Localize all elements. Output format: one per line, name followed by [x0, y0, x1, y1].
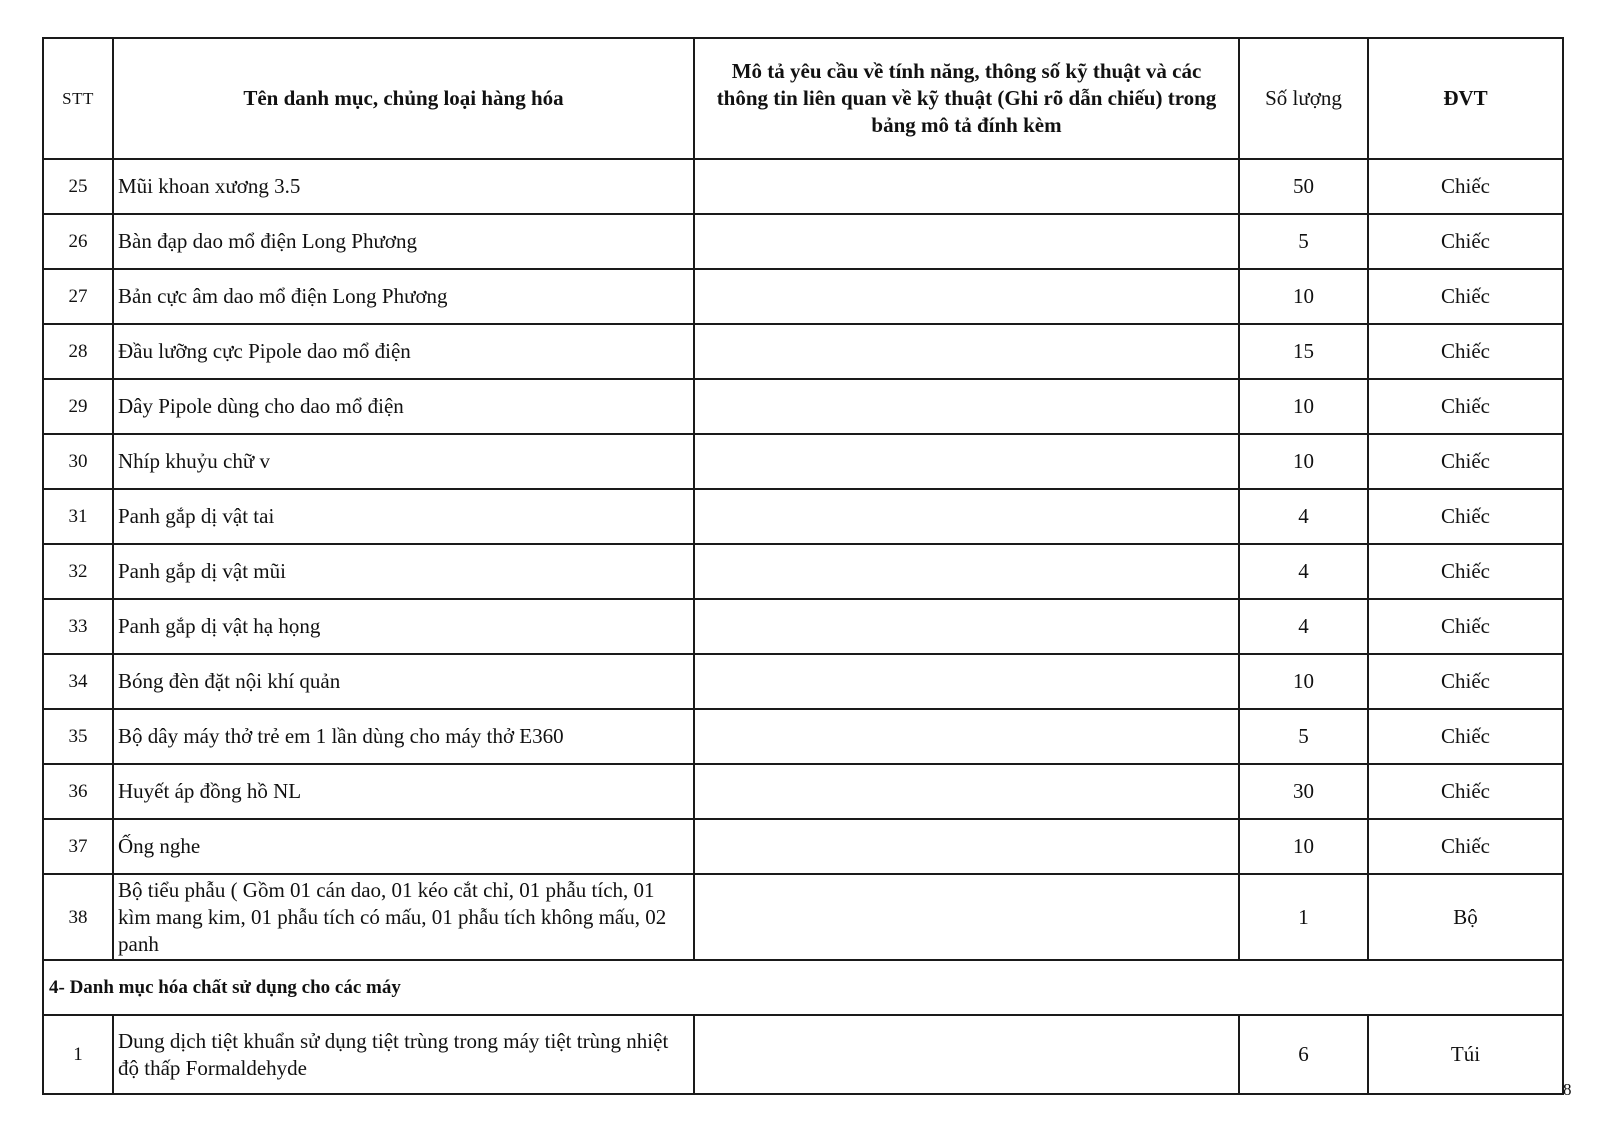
row-name: Huyết áp đồng hồ NL	[113, 764, 694, 819]
table-row	[43, 269, 1563, 324]
table-row	[43, 599, 1563, 654]
row-name: Mũi khoan xương 3.5	[113, 159, 694, 214]
header-quantity: Số lượng	[1239, 38, 1368, 159]
row-stt: 33	[43, 599, 113, 654]
row-quantity: 10	[1239, 379, 1368, 434]
table-row	[43, 159, 1563, 214]
row-stt: 31	[43, 489, 113, 544]
document-page	[42, 37, 1562, 1095]
row-name: Dây Pipole dùng cho dao mổ điện	[113, 379, 694, 434]
row-stt: 37	[43, 819, 113, 874]
row-unit: Chiếc	[1368, 544, 1563, 599]
row-unit: Túi	[1368, 1015, 1563, 1094]
row-name: Panh gắp dị vật tai	[113, 489, 694, 544]
row-description	[694, 709, 1239, 764]
header-description-line3: bảng mô tả đính kèm	[871, 113, 1062, 137]
row-quantity: 4	[1239, 599, 1368, 654]
row-quantity: 50	[1239, 159, 1368, 214]
row-unit: Chiếc	[1368, 489, 1563, 544]
row-unit: Chiếc	[1368, 654, 1563, 709]
header-description-line2: thông tin liên quan về kỹ thuật (Ghi rõ dẫn chiếu) trong	[716, 86, 1217, 110]
row-description	[694, 874, 1239, 960]
row-stt: 32	[43, 544, 113, 599]
row-quantity: 30	[1239, 764, 1368, 819]
row-name: Bản cực âm dao mổ điện Long Phương	[113, 269, 694, 324]
row-name: Bóng đèn đặt nội khí quản	[113, 654, 694, 709]
table-row	[43, 709, 1563, 764]
header-name: Tên danh mục, chủng loại hàng hóa	[113, 38, 694, 159]
row-stt: 25	[43, 159, 113, 214]
row-quantity: 10	[1239, 654, 1368, 709]
row-stt: 36	[43, 764, 113, 819]
table-row	[43, 819, 1563, 874]
page-number: 8	[1563, 1080, 1572, 1099]
row-unit: Chiếc	[1368, 819, 1563, 874]
row-stt: 29	[43, 379, 113, 434]
row-name: Panh gắp dị vật hạ họng	[113, 599, 694, 654]
header-description	[694, 38, 1239, 159]
table-row	[43, 654, 1563, 709]
header-description-line1: Mô tả yêu cầu về tính năng, thông số kỹ thuật và các	[731, 59, 1202, 83]
table-row	[43, 764, 1563, 819]
row-quantity: 4	[1239, 544, 1368, 599]
row-quantity: 10	[1239, 434, 1368, 489]
row-name: Bàn đạp dao mổ điện Long Phương	[113, 214, 694, 269]
table-row	[43, 874, 1563, 960]
row-name: Dung dịch tiệt khuẩn sử dụng tiệt trùng trong máy tiệt trùng nhiệt độ thấp Formaldehyde	[113, 1015, 694, 1094]
section-header-row	[43, 960, 1563, 1015]
table-row	[43, 214, 1563, 269]
row-stt: 1	[43, 1015, 113, 1094]
row-stt: 35	[43, 709, 113, 764]
row-name: Panh gắp dị vật mũi	[113, 544, 694, 599]
row-stt: 34	[43, 654, 113, 709]
row-unit: Bộ	[1368, 874, 1563, 960]
row-unit: Chiếc	[1368, 709, 1563, 764]
row-description	[694, 544, 1239, 599]
row-stt: 30	[43, 434, 113, 489]
row-quantity: 6	[1239, 1015, 1368, 1094]
row-name: Đầu lưỡng cực Pipole dao mổ điện	[113, 324, 694, 379]
row-quantity: 15	[1239, 324, 1368, 379]
row-description	[694, 654, 1239, 709]
row-name: Nhíp khuỷu chữ v	[113, 434, 694, 489]
table-row	[43, 489, 1563, 544]
table-row	[43, 324, 1563, 379]
row-stt: 38	[43, 874, 113, 960]
row-name: Bộ dây máy thở trẻ em 1 lần dùng cho máy thở E360	[113, 709, 694, 764]
row-quantity: 4	[1239, 489, 1368, 544]
row-description	[694, 819, 1239, 874]
row-stt: 28	[43, 324, 113, 379]
row-unit: Chiếc	[1368, 159, 1563, 214]
row-description	[694, 269, 1239, 324]
row-unit: Chiếc	[1368, 269, 1563, 324]
row-name: Bộ tiểu phẫu ( Gồm 01 cán dao, 01 kéo cắt chỉ, 01 phẫu tích, 01 kìm mang kim, 01 phẫu tích có mấu, 01 phẫu tích không mấu, 02 panh	[113, 874, 694, 960]
row-description	[694, 324, 1239, 379]
row-description	[694, 764, 1239, 819]
row-unit: Chiếc	[1368, 214, 1563, 269]
row-description	[694, 379, 1239, 434]
row-unit: Chiếc	[1368, 434, 1563, 489]
table-row	[43, 1015, 1563, 1094]
table-row	[43, 544, 1563, 599]
table-row	[43, 379, 1563, 434]
header-unit: ĐVT	[1368, 38, 1563, 159]
section-title: 4- Danh mục hóa chất sử dụng cho các máy	[43, 960, 1563, 1015]
row-description	[694, 434, 1239, 489]
row-quantity: 5	[1239, 709, 1368, 764]
goods-table	[42, 37, 1564, 1095]
row-quantity: 10	[1239, 819, 1368, 874]
row-quantity: 10	[1239, 269, 1368, 324]
table-header-row	[43, 38, 1563, 159]
row-name: Ống nghe	[113, 819, 694, 874]
row-quantity: 5	[1239, 214, 1368, 269]
row-description	[694, 599, 1239, 654]
row-quantity: 1	[1239, 874, 1368, 960]
row-description	[694, 159, 1239, 214]
row-description	[694, 1015, 1239, 1094]
table-row	[43, 434, 1563, 489]
row-unit: Chiếc	[1368, 599, 1563, 654]
row-description	[694, 489, 1239, 544]
header-stt: STT	[43, 38, 113, 159]
row-unit: Chiếc	[1368, 764, 1563, 819]
row-unit: Chiếc	[1368, 324, 1563, 379]
row-unit: Chiếc	[1368, 379, 1563, 434]
row-stt: 26	[43, 214, 113, 269]
row-description	[694, 214, 1239, 269]
row-stt: 27	[43, 269, 113, 324]
